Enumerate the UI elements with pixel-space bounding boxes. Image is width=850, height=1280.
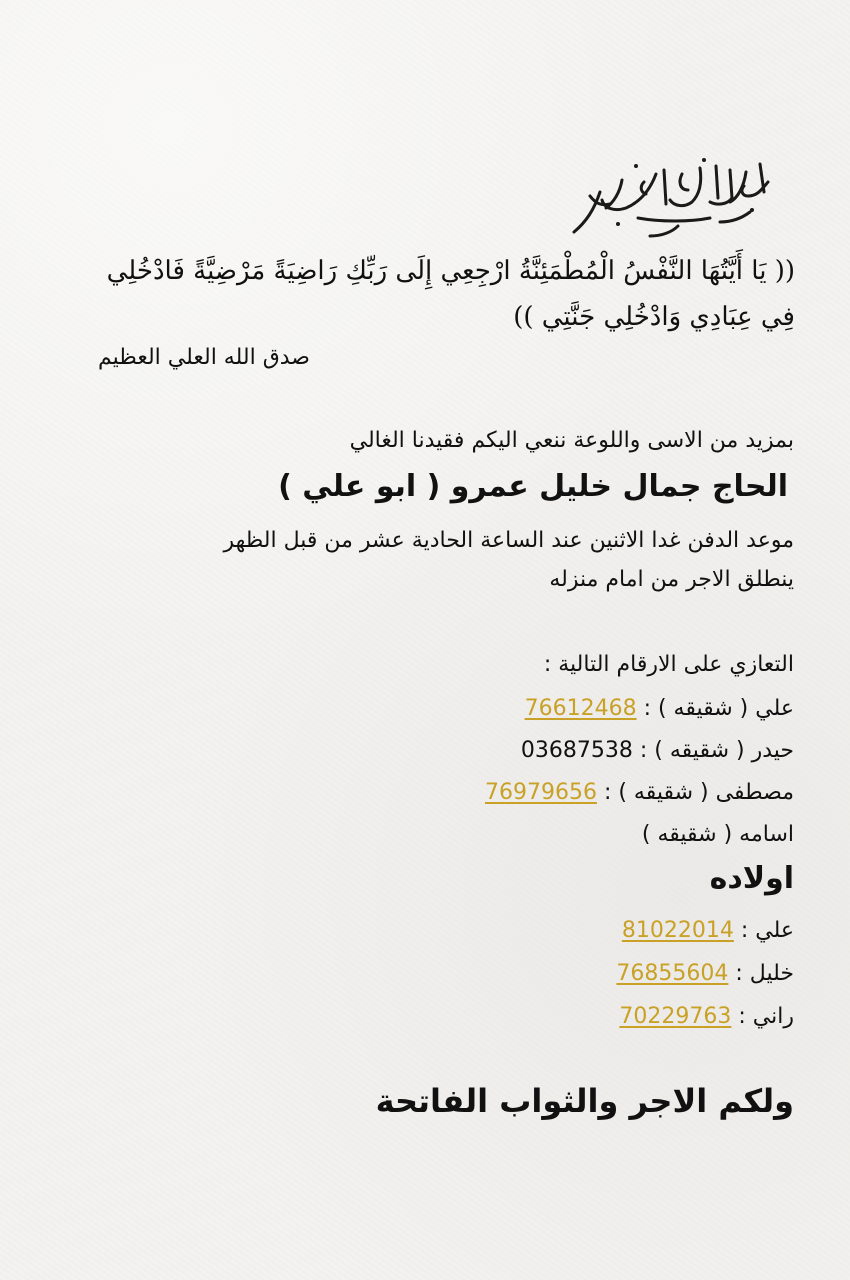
- basmala-calligraphy: [560, 152, 780, 242]
- deceased-name: الحاج جمال خليل عمرو ( ابو علي ): [278, 469, 788, 504]
- contact-label: حيدر ( شقيقه ) :: [632, 738, 794, 763]
- son-contact-ali: [622, 914, 794, 948]
- phone-link[interactable]: 76855604: [616, 961, 729, 986]
- brother-contact-ali: [525, 692, 794, 726]
- contact-label: اسامه ( شقيقه ): [641, 822, 794, 847]
- contact-label: راني :: [731, 1004, 794, 1029]
- brother-contact-mustafa: [485, 776, 794, 810]
- son-contact-khalil: [616, 957, 794, 991]
- phone-link[interactable]: 76612468: [524, 696, 637, 721]
- phone-link[interactable]: 76979656: [484, 780, 597, 805]
- basmala-calligraphy-art: [560, 152, 780, 242]
- phone-link[interactable]: 81022014: [621, 918, 734, 943]
- son-contact-rani: [619, 1000, 794, 1034]
- condolence-heading: التعازي على الارقام التالية :: [543, 652, 794, 677]
- sadaqa-line: صدق الله العلي العظيم: [98, 345, 310, 370]
- procession-info: ينطلق الاجر من امام منزله: [549, 567, 794, 592]
- contact-label: مصطفى ( شقيقه ) :: [596, 780, 794, 805]
- announcement-intro: بمزيد من الاسى واللوعة ننعي اليكم فقيدنا الغالي: [349, 428, 794, 453]
- phone-link[interactable]: 70229763: [619, 1004, 732, 1029]
- brother-contact-haidar: [521, 734, 794, 768]
- contact-label: علي :: [733, 918, 794, 943]
- phone-number: 03687538: [520, 738, 633, 763]
- quran-verse: (( يَا أَيَّتُهَا النَّفْسُ الْمُطْمَئِنَّةُ ارْجِعِي إِلَى رَبِّكِ رَاضِيَةً مَرْضِيَّةً فَادْخُلِي فِي عِبَادِي وَادْخُلِي جَنَّتِي )): [106, 256, 795, 332]
- brother-contact-osama: [642, 818, 794, 852]
- contact-label: علي ( شقيقه ) :: [636, 696, 794, 721]
- burial-time: موعد الدفن غدا الاثنين عند الساعة الحادية عشر من قبل الظهر: [223, 528, 794, 553]
- contact-label: خليل :: [728, 961, 794, 986]
- sons-heading: اولاده: [709, 861, 794, 896]
- closing-prayer: ولكم الاجر والثواب الفاتحة: [375, 1082, 794, 1120]
